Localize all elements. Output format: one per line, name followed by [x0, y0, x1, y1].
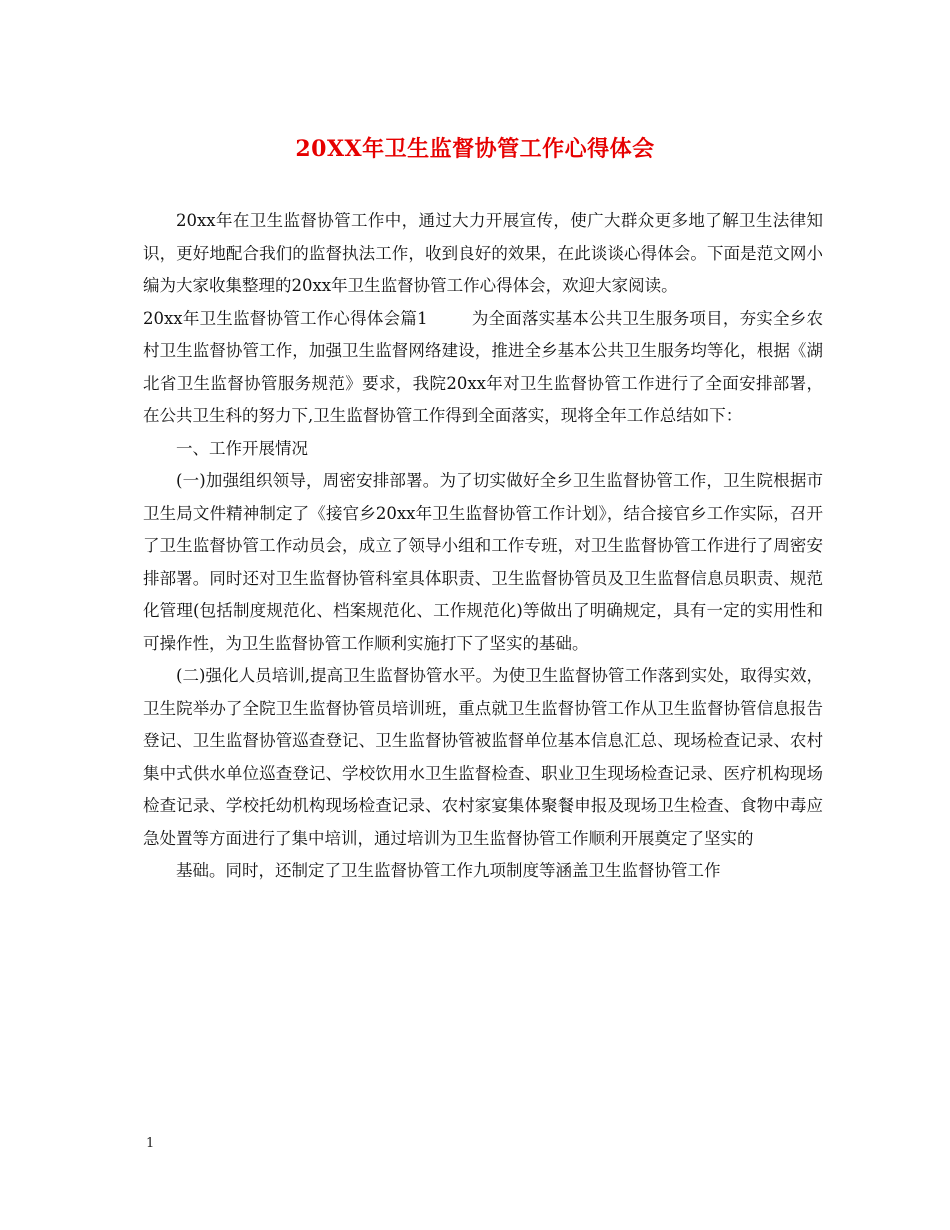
paragraph-organization: (一)加强组织领导，周密安排部署。为了切实做好全乡卫生监督协管工作，卫生院根据市卫生局文件精神制定了《接官乡20xx年卫生监督协管工作计划》，结合接官乡工作实际，召开了卫生监督协管工作动员会，成立了领导小组和工作专班，对卫生监督协管工作进行了周密安排部署。同时还对卫生监督协管科室具体职责、卫生监督协管员及卫生监督信息员职责、规范化管理(包括制度规范化、档案规范化、工作规范化)等做出了明确规定，具有一定的实用性和可操作性，为卫生监督协管工作顺利实施打下了坚实的基础。: [143, 471, 823, 653]
paragraph-training: (二)强化人员培训,提高卫生监督协管水平。为使卫生监督协管工作落到实处，取得实效，卫生院举办了全院卫生监督协管员培训班，重点就卫生监督协管工作从卫生监督协管信息报告登记、卫生监督协管巡查登记、卫生监督协管被监督单位基本信息汇总、现场检查记录、农村集中式供水单位巡查登记、学校饮用水卫生监督检查、职业卫生现场检查记录、医疗机构现场检查记录、学校托幼机构现场检查记录、农村家宴集体聚餐申报及现场卫生检查、食物中毒应急处置等方面进行了集中培训，通过培训为卫生监督协管工作顺利开展奠定了坚实的: [143, 666, 823, 848]
section-label: 20xx年卫生监督协管工作心得体会篇1: [143, 308, 428, 328]
section-paragraph: [143, 303, 823, 433]
document-body: [143, 205, 823, 888]
section-text: 为全面落实基本公共卫生服务项目，夯实全乡农村卫生监督协管工作，加强卫生监督网络建设，推进全乡基本公共卫生服务均等化，根据《湖北省卫生监督协管服务规范》要求，我院20xx年对卫生监督协管工作进行了全面安排部署，在公共卫生科的努力下,卫生监督协管工作得到全面落实，现将全年工作总结如下：: [143, 308, 824, 425]
paragraph-foundation: 基础。同时，还制定了卫生监督协管工作九项制度等涵盖卫生监督协管工作: [176, 861, 721, 880]
intro-paragraph: 20xx年在卫生监督协管工作中，通过大力开展宣传，使广大群众更多地了解卫生法律知识，更好地配合我们的监督执法工作，收到良好的效果，在此谈谈心得体会。下面是范文网小编为大家收集整理的20xx年卫生监督协管工作心得体会，欢迎大家阅读。: [143, 211, 823, 295]
heading-work-status: 一、工作开展情况: [176, 438, 308, 458]
page-number: 1: [146, 1136, 155, 1151]
document-title: 20XX年卫生监督协管工作心得体会: [295, 136, 655, 162]
